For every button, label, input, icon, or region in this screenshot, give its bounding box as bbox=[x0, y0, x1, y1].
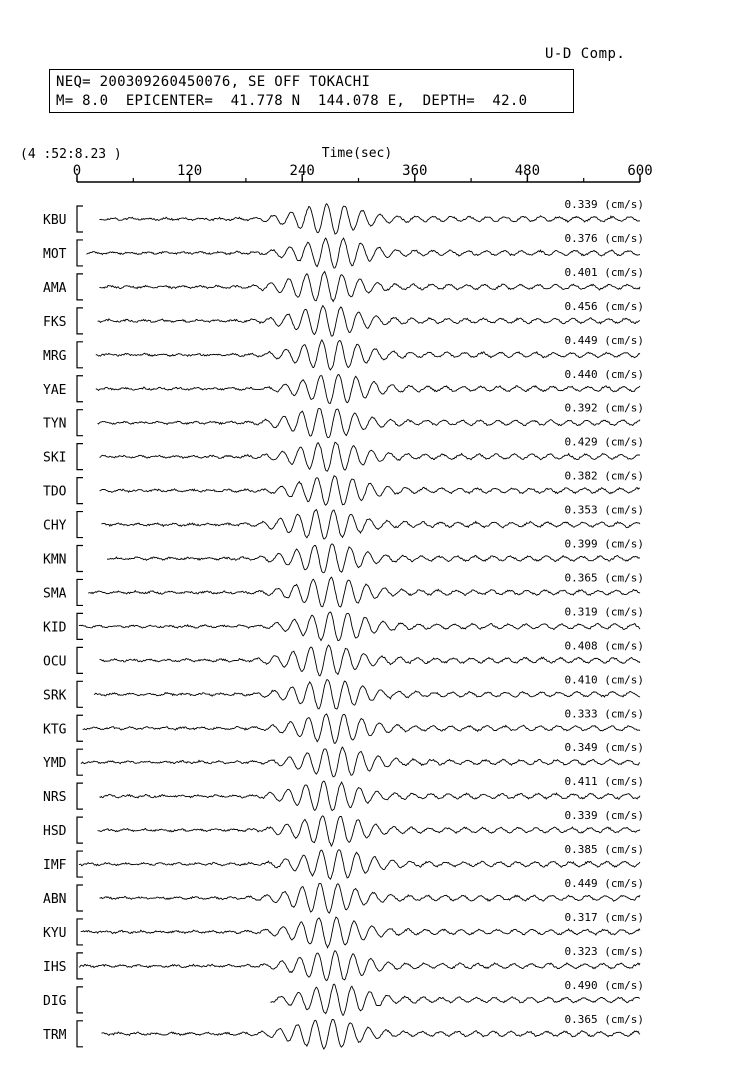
waveform-trace bbox=[101, 510, 640, 540]
station-label: KID bbox=[43, 620, 67, 636]
waveform-trace bbox=[94, 680, 640, 709]
amplitude-scale-bar bbox=[77, 512, 83, 538]
amplitude-scale-bar bbox=[77, 681, 83, 707]
peak-amplitude-label: 0.385 (cm/s) bbox=[564, 843, 644, 857]
x-tick-label: 120 bbox=[176, 163, 203, 179]
x-tick-label: 480 bbox=[514, 163, 541, 179]
event-info-line-2: M= 8.0 EPICENTER= 41.778 N 144.078 E, DEPTH= 42.0 bbox=[56, 93, 528, 109]
waveform-trace bbox=[83, 714, 640, 744]
amplitude-scale-bar bbox=[77, 919, 83, 945]
peak-amplitude-label: 0.349 (cm/s) bbox=[564, 741, 644, 755]
amplitude-scale-bar bbox=[77, 478, 83, 504]
station-label: SKI bbox=[43, 450, 67, 466]
station-label: HSD bbox=[43, 824, 67, 840]
station-label: NRS bbox=[43, 790, 67, 806]
station-label: KTG bbox=[43, 722, 67, 738]
x-tick-label: 240 bbox=[289, 163, 315, 179]
amplitude-scale-bar bbox=[77, 342, 83, 368]
waveform-trace bbox=[96, 375, 640, 404]
station-label: KBU bbox=[43, 213, 67, 228]
event-info-line-1: NEQ= 200309260450076, SE OFF TOKACHI bbox=[56, 74, 371, 90]
waveform-trace bbox=[100, 442, 641, 471]
peak-amplitude-label: 0.339 (cm/s) bbox=[564, 198, 644, 211]
waveform-trace bbox=[98, 306, 640, 337]
x-tick-label: 600 bbox=[627, 163, 653, 179]
station-label: MOT bbox=[43, 246, 67, 262]
waveform-trace bbox=[88, 577, 640, 607]
waveform-trace bbox=[100, 645, 641, 676]
peak-amplitude-label: 0.411 (cm/s) bbox=[564, 775, 644, 789]
waveform-trace bbox=[100, 781, 641, 811]
peak-amplitude-label: 0.333 (cm/s) bbox=[564, 707, 644, 721]
waveform-trace bbox=[98, 816, 640, 846]
x-axis-title: Time(sec) bbox=[321, 146, 393, 161]
peak-amplitude-label: 0.365 (cm/s) bbox=[564, 1012, 644, 1026]
waveform-trace bbox=[81, 747, 640, 777]
peak-amplitude-label: 0.317 (cm/s) bbox=[564, 910, 644, 924]
peak-amplitude-label: 0.490 (cm/s) bbox=[564, 978, 644, 992]
station-label: TRM bbox=[43, 1027, 67, 1043]
amplitude-scale-bar bbox=[77, 715, 83, 741]
waveform-trace bbox=[100, 204, 641, 234]
peak-amplitude-label: 0.449 (cm/s) bbox=[564, 877, 644, 890]
amplitude-scale-bar bbox=[77, 240, 83, 266]
peak-amplitude-label: 0.449 (cm/s) bbox=[564, 333, 644, 347]
waveform-trace bbox=[101, 1020, 640, 1050]
amplitude-scale-bar bbox=[77, 647, 83, 673]
waveform-trace bbox=[86, 238, 640, 268]
waveform-trace bbox=[98, 409, 640, 438]
amplitude-scale-bar bbox=[77, 308, 83, 334]
amplitude-scale-bar bbox=[77, 783, 83, 809]
peak-amplitude-label: 0.376 (cm/s) bbox=[564, 231, 644, 245]
amplitude-scale-bar bbox=[77, 817, 83, 843]
waveform-trace bbox=[107, 544, 640, 573]
amplitude-scale-bar bbox=[77, 444, 83, 470]
peak-amplitude-label: 0.408 (cm/s) bbox=[564, 639, 644, 653]
station-label: KMN bbox=[43, 552, 67, 568]
station-label: KYU bbox=[43, 925, 67, 941]
station-label: MRG bbox=[43, 348, 67, 364]
peak-amplitude-label: 0.365 (cm/s) bbox=[564, 571, 644, 585]
station-label: SRK bbox=[43, 688, 67, 704]
amplitude-scale-bar bbox=[77, 546, 83, 572]
peak-amplitude-label: 0.440 (cm/s) bbox=[564, 367, 644, 381]
peak-amplitude-label: 0.323 (cm/s) bbox=[564, 944, 644, 958]
station-label: YAE bbox=[43, 382, 67, 398]
waveform-trace bbox=[79, 612, 640, 641]
waveform-trace bbox=[100, 883, 641, 913]
station-label: OCU bbox=[43, 654, 67, 670]
waveform-trace bbox=[96, 340, 640, 370]
waveform-trace bbox=[100, 272, 641, 302]
peak-amplitude-label: 0.456 (cm/s) bbox=[564, 299, 644, 313]
peak-amplitude-label: 0.399 (cm/s) bbox=[564, 537, 644, 551]
amplitude-scale-bar bbox=[77, 206, 83, 232]
station-label: FKS bbox=[43, 314, 67, 330]
station-label: TDO bbox=[43, 484, 67, 500]
station-label: IHS bbox=[43, 959, 67, 975]
waveform-trace bbox=[100, 476, 641, 505]
amplitude-scale-bar bbox=[77, 1021, 83, 1047]
station-label: YMD bbox=[43, 756, 67, 772]
station-label: AMA bbox=[43, 280, 67, 296]
x-tick-label: 0 bbox=[72, 163, 82, 179]
station-label: ABN bbox=[43, 892, 67, 907]
peak-amplitude-label: 0.339 (cm/s) bbox=[564, 809, 644, 823]
start-time-label: (4 :52:8.23 ) bbox=[20, 147, 122, 162]
peak-amplitude-label: 0.353 (cm/s) bbox=[564, 503, 644, 517]
peak-amplitude-label: 0.401 (cm/s) bbox=[564, 265, 644, 279]
amplitude-scale-bar bbox=[77, 376, 83, 402]
station-label: CHY bbox=[43, 518, 67, 534]
peak-amplitude-label: 0.410 (cm/s) bbox=[564, 673, 644, 687]
waveform-trace bbox=[79, 850, 640, 879]
amplitude-scale-bar bbox=[77, 274, 83, 300]
peak-amplitude-label: 0.319 (cm/s) bbox=[564, 605, 644, 619]
component-label: U-D Comp. bbox=[545, 46, 626, 62]
amplitude-scale-bar bbox=[77, 885, 83, 911]
waveform-trace bbox=[79, 951, 640, 981]
station-label: IMF bbox=[43, 858, 67, 874]
amplitude-scale-bar bbox=[77, 410, 83, 436]
peak-amplitude-label: 0.429 (cm/s) bbox=[564, 435, 644, 449]
waveform-trace bbox=[81, 917, 640, 948]
peak-amplitude-label: 0.392 (cm/s) bbox=[564, 401, 644, 415]
peak-amplitude-label: 0.382 (cm/s) bbox=[564, 469, 644, 483]
amplitude-scale-bar bbox=[77, 613, 83, 639]
amplitude-scale-bar bbox=[77, 579, 83, 605]
station-label: TYN bbox=[43, 416, 67, 432]
station-label: SMA bbox=[43, 586, 67, 602]
x-tick-label: 360 bbox=[402, 163, 428, 179]
amplitude-scale-bar bbox=[77, 987, 83, 1013]
station-label: DIG bbox=[43, 993, 67, 1009]
